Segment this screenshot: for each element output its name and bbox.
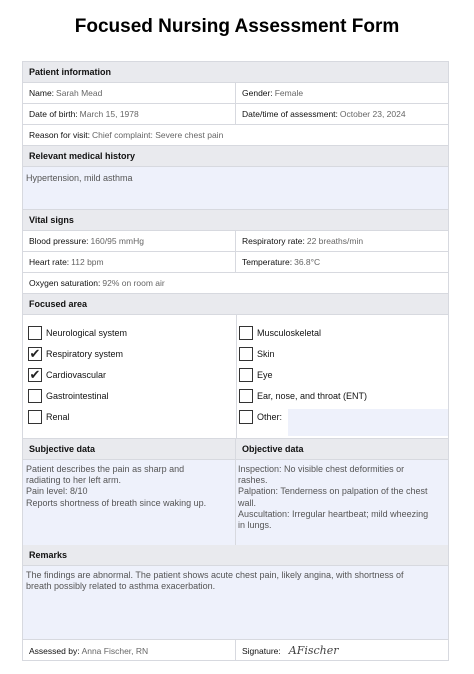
objective-line: wall. bbox=[238, 497, 257, 508]
other-input[interactable] bbox=[288, 409, 448, 436]
history-field[interactable] bbox=[23, 167, 448, 210]
sub-obj-fields bbox=[23, 460, 448, 545]
reason-label: Reason for visit: bbox=[29, 130, 90, 140]
subjective-line: radiating to her left arm. bbox=[26, 475, 122, 486]
gender-value: Female bbox=[274, 88, 304, 98]
row-footer bbox=[23, 640, 448, 661]
checkbox-musculoskeletal[interactable] bbox=[239, 326, 253, 340]
row-hr-temp bbox=[23, 252, 448, 273]
dob-label: Date of birth: bbox=[29, 109, 78, 119]
assessed-by-label: Assessed by: bbox=[29, 645, 80, 656]
o2-value: 92% on room air bbox=[102, 278, 165, 288]
subjective-line: Reports shortness of breath since waking up. bbox=[26, 497, 207, 508]
assessed-by-cell[interactable] bbox=[23, 640, 236, 661]
checkbox-other[interactable] bbox=[239, 410, 253, 424]
bp-value: 160/95 mmHg bbox=[90, 236, 144, 246]
signature-label: Signature: bbox=[242, 645, 281, 656]
checkbox-gastrointestinal[interactable] bbox=[28, 389, 42, 403]
subjective-line: Patient describes the pain as sharp and bbox=[26, 464, 185, 474]
checkbox-renal[interactable] bbox=[28, 410, 42, 424]
assessment-date-label: Date/time of assessment: bbox=[242, 109, 338, 119]
subjective-header: Subjective data bbox=[23, 439, 236, 459]
row-name-gender bbox=[23, 83, 448, 104]
checkbox-skin[interactable] bbox=[239, 347, 253, 361]
rr-value: 22 breaths/min bbox=[306, 236, 364, 246]
hr-cell[interactable] bbox=[23, 252, 236, 272]
focused-divider bbox=[236, 315, 237, 439]
objective-line: rashes. bbox=[238, 475, 268, 486]
row-bp-rr bbox=[23, 231, 448, 252]
remarks-line: The findings are abnormal. The patient shows acute chest pain, likely angina, with shortness of bbox=[26, 570, 404, 580]
assessment-form bbox=[22, 61, 449, 661]
label-eye: Eye bbox=[257, 370, 273, 380]
focused-area-checklist bbox=[23, 315, 448, 439]
dob-cell[interactable] bbox=[23, 104, 236, 124]
focused-area-header: Focused area bbox=[23, 294, 448, 315]
rr-label: Respiratory rate: bbox=[242, 236, 305, 246]
subjective-field[interactable] bbox=[23, 460, 236, 545]
signature-value: AFischer bbox=[288, 644, 339, 657]
objective-field[interactable] bbox=[236, 460, 448, 545]
bp-label: Blood pressure: bbox=[29, 236, 89, 246]
reason-cell[interactable] bbox=[23, 125, 448, 145]
history-text: Hypertension, mild asthma bbox=[26, 173, 133, 183]
temp-cell[interactable] bbox=[236, 252, 448, 272]
checkbox-eye[interactable] bbox=[239, 368, 253, 382]
assessment-date-value: October 23, 2024 bbox=[339, 109, 406, 119]
history-header: Relevant medical history bbox=[23, 146, 448, 167]
signature-cell[interactable] bbox=[236, 640, 448, 661]
label-other: Other: bbox=[257, 412, 283, 422]
gender-cell[interactable] bbox=[236, 83, 448, 103]
hr-value: 112 bpm bbox=[71, 257, 104, 267]
objective-line: Palpation: Tenderness on palpation of the chest bbox=[238, 486, 428, 497]
objective-line: Inspection: No visible chest deformities or bbox=[238, 464, 405, 474]
label-skin: Skin bbox=[257, 349, 275, 359]
checkbox-ent[interactable] bbox=[239, 389, 253, 403]
label-cardiovascular: Cardiovascular bbox=[46, 370, 107, 380]
label-gastrointestinal: Gastrointestinal bbox=[46, 391, 109, 401]
gender-label: Gender: bbox=[242, 88, 273, 98]
sub-obj-header-row bbox=[23, 439, 448, 460]
checkbox-cardiovascular[interactable]: ✔ bbox=[29, 367, 41, 382]
objective-line: in lungs. bbox=[238, 520, 272, 531]
assessed-by-value: Anna Fischer, RN bbox=[81, 645, 149, 656]
bp-cell[interactable] bbox=[23, 231, 236, 251]
o2-cell[interactable] bbox=[23, 273, 448, 293]
name-cell[interactable] bbox=[23, 83, 236, 103]
label-neurological: Neurological system bbox=[46, 328, 128, 338]
temp-value: 36.8°C bbox=[294, 257, 321, 267]
patient-info-header: Patient information bbox=[23, 62, 448, 83]
checkbox-respiratory[interactable]: ✔ bbox=[29, 346, 41, 361]
name-label: Name: bbox=[29, 88, 55, 98]
label-renal: Renal bbox=[46, 412, 70, 422]
label-musculoskeletal: Musculoskeletal bbox=[257, 328, 322, 338]
name-value: Sarah Mead bbox=[56, 88, 103, 98]
checkbox-neurological[interactable] bbox=[28, 326, 42, 340]
reason-value: Chief complaint: Severe chest pain bbox=[91, 130, 224, 140]
hr-label: Heart rate: bbox=[29, 257, 70, 267]
rr-cell[interactable] bbox=[236, 231, 448, 251]
row-dob-assessment bbox=[23, 104, 448, 125]
vitals-header: Vital signs bbox=[23, 210, 448, 231]
remarks-field[interactable] bbox=[23, 566, 448, 640]
remarks-header: Remarks bbox=[23, 545, 448, 566]
dob-value: March 15, 1978 bbox=[79, 109, 139, 119]
subjective-line: Pain level: 8/10 bbox=[26, 486, 88, 497]
page-title: Focused Nursing Assessment Form bbox=[74, 16, 400, 37]
objective-header: Objective data bbox=[242, 444, 304, 454]
remarks-line: breath possibly related to asthma exacerbation. bbox=[26, 581, 216, 592]
row-reason bbox=[23, 125, 448, 146]
row-o2 bbox=[23, 273, 448, 294]
assessment-date-cell[interactable] bbox=[236, 104, 448, 124]
label-ent: Ear, nose, and throat (ENT) bbox=[257, 391, 368, 401]
o2-label: Oxygen saturation: bbox=[29, 278, 101, 288]
objective-line: Auscultation: Irregular heartbeat; mild wheezing bbox=[238, 508, 429, 519]
label-respiratory: Respiratory system bbox=[46, 349, 124, 359]
temp-label: Temperature: bbox=[242, 257, 293, 267]
